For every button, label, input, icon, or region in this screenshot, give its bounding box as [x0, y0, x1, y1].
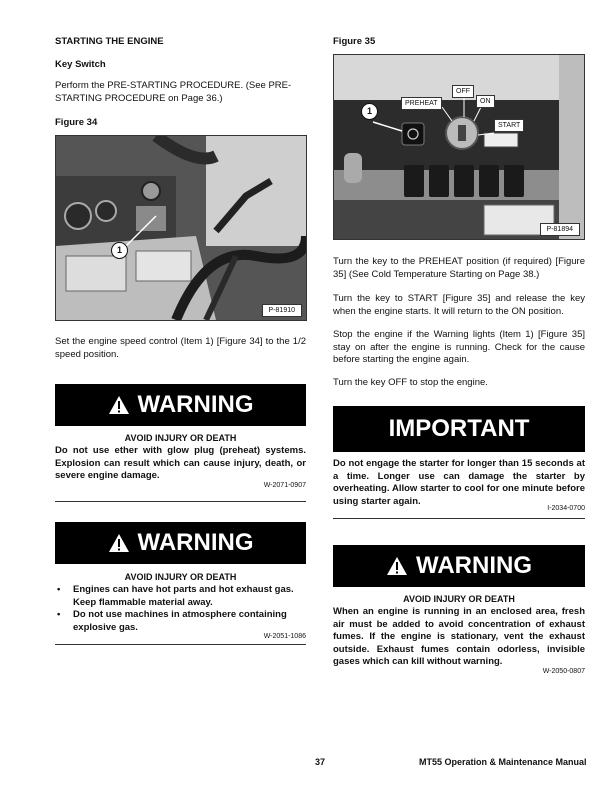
warning-2-bullet: • Engines can have hot parts and hot exhaust gas. Keep flammable material away. [55, 584, 306, 609]
warning-2-bullets [55, 584, 306, 634]
label-on: ON [476, 95, 495, 108]
figure-35-callout: 1 [361, 103, 378, 120]
warning-1-text: Do not use ether with glow plug (preheat) systems. Explosion can result which can cause injury, death, or severe engine damage. [55, 445, 306, 481]
label-off: OFF [452, 85, 474, 98]
para-warning-lights: Stop the engine if the Warning lights (Item 1) [Figure 35] stay on after the engine is running. Check for the cause before starting the engine again. [333, 329, 585, 365]
para-start: Turn the key to START [Figure 35] and release the key when the engine starts. It will return to the ON position. [333, 293, 585, 317]
important-code: I-2034-0700 [547, 505, 585, 512]
warning-2-banner [55, 522, 306, 564]
warning-2-title: WARNING [137, 529, 254, 556]
warning-1-code: W-2071-0907 [263, 482, 306, 489]
warning-3-title: WARNING [416, 552, 532, 579]
warning-1-subtitle: AVOID INJURY OR DEATH [124, 433, 237, 443]
important-text: Do not engage the starter for longer than 15 seconds at a time. Longer use can damage the starter by overheating. Allow starter to cool for one minute before using starter again. [333, 458, 585, 507]
section-title: STARTING THE ENGINE [55, 36, 164, 47]
speed-control-text: Set the engine speed control (Item 1) [Figure 34] to the 1/2 speed position. [55, 336, 306, 360]
page-number: 37 [315, 757, 326, 767]
figure-34-callout: 1 [111, 242, 128, 259]
figure-35-photo [333, 54, 585, 240]
important-title: IMPORTANT [388, 415, 530, 442]
figure-34-photo-id: P-81910 [262, 304, 302, 317]
warning-3-code: W-2050-0807 [542, 668, 585, 675]
warning-icon [108, 533, 130, 553]
engine-control-panel-photo [56, 136, 306, 320]
manual-title: MT55 Operation & Maintenance Manual [419, 757, 587, 767]
figure-35-photo-id: P-81894 [540, 223, 580, 236]
important-banner [333, 406, 585, 452]
warning-1-title: WARNING [137, 391, 254, 418]
key-switch-panel-photo [334, 55, 584, 239]
warning-2-code: W-2051-1086 [263, 633, 306, 640]
para-key-off: Turn the key OFF to stop the engine. [333, 377, 488, 388]
warning-2-rule [55, 644, 306, 645]
intro-text: Perform the PRE-STARTING PROCEDURE. (See PRE-STARTING PROCEDURE on Page 36.) [55, 80, 292, 104]
warning-1-banner [55, 384, 306, 426]
label-start: START [494, 119, 524, 132]
figure-34-label: Figure 34 [55, 117, 98, 128]
warning-2-subtitle: AVOID INJURY OR DEATH [124, 572, 237, 582]
warning-icon [386, 556, 408, 576]
warning-3-banner [333, 545, 585, 587]
figure-34-photo [55, 135, 307, 321]
figure-35-label: Figure 35 [333, 36, 376, 47]
warning-3-text: When an engine is running in an enclosed area, fresh air must be added to avoid concentration of exhaust fumes. If the engine is stationary, vent the exhaust outside. Exhaust fumes contain odorless, invisible gases which can kill without warning. [333, 606, 585, 667]
label-preheat: PREHEAT [401, 97, 442, 110]
warning-2-bullet: • Do not use machines in atmosphere containing explosive gas. [55, 609, 306, 634]
warning-icon [108, 395, 130, 415]
warning-1-rule [55, 501, 306, 502]
important-rule [333, 518, 585, 519]
para-preheat: Turn the key to the PREHEAT position (if required) [Figure 35] (See Cold Temperature Starting on Page 38.) [333, 256, 585, 280]
warning-3-subtitle: AVOID INJURY OR DEATH [403, 594, 515, 604]
subsection-title: Key Switch [55, 59, 106, 70]
